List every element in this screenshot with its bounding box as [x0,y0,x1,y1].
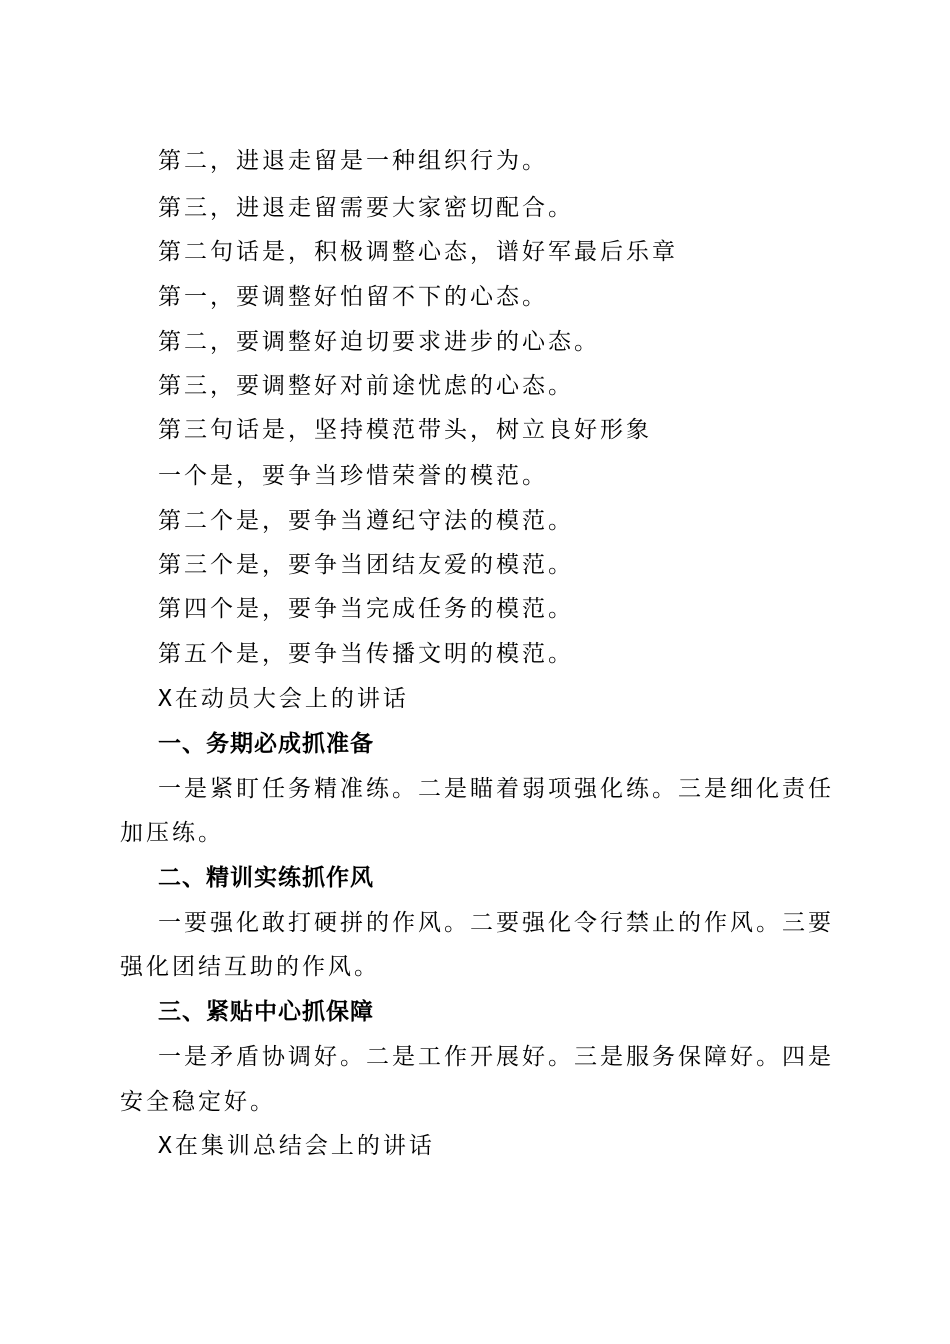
text-line: 强化团结互助的作风。 [120,954,380,980]
text-line: 一是矛盾协调好。二是工作开展好。三是服务保障好。四是 [158,1044,834,1070]
text-line: 第二句话是，积极调整心态，谱好军最后乐章 [158,239,678,265]
text-line: 加压练。 [120,820,224,846]
text-line: 第三个是，要争当团结友爱的模范。 [158,552,574,578]
text-line: 第三句话是，坚持模范带头，树立良好形象 [158,417,652,443]
section-heading: 一、务期必成抓准备 [158,731,374,757]
speech-title: X在动员大会上的讲话 [158,686,409,712]
text-line: 一要强化敢打硬拼的作风。二要强化令行禁止的作风。三要 [158,910,834,936]
text-line: 第二个是，要争当遵纪守法的模范。 [158,508,574,534]
text-line: 第三，要调整好对前途忧虑的心态。 [158,373,574,399]
text-line: 第四个是，要争当完成任务的模范。 [158,596,574,622]
text-line: 第二，进退走留是一种组织行为。 [158,148,548,174]
text-line: 安全稳定好。 [120,1089,276,1115]
text-line: 第三，进退走留需要大家密切配合。 [158,195,574,221]
text-line: 一是紧盯任务精准练。二是瞄着弱项强化练。三是细化责任 [158,776,834,802]
text-line: 第五个是，要争当传播文明的模范。 [158,641,574,667]
text-line: 一个是，要争当珍惜荣誉的模范。 [158,463,548,489]
section-heading: 三、紧贴中心抓保障 [158,999,374,1025]
text-line: 第二，要调整好迫切要求进步的心态。 [158,329,600,355]
speech-title: X在集训总结会上的讲话 [158,1133,435,1159]
section-heading: 二、精训实练抓作风 [158,865,374,891]
text-line: 第一，要调整好怕留不下的心态。 [158,284,548,310]
